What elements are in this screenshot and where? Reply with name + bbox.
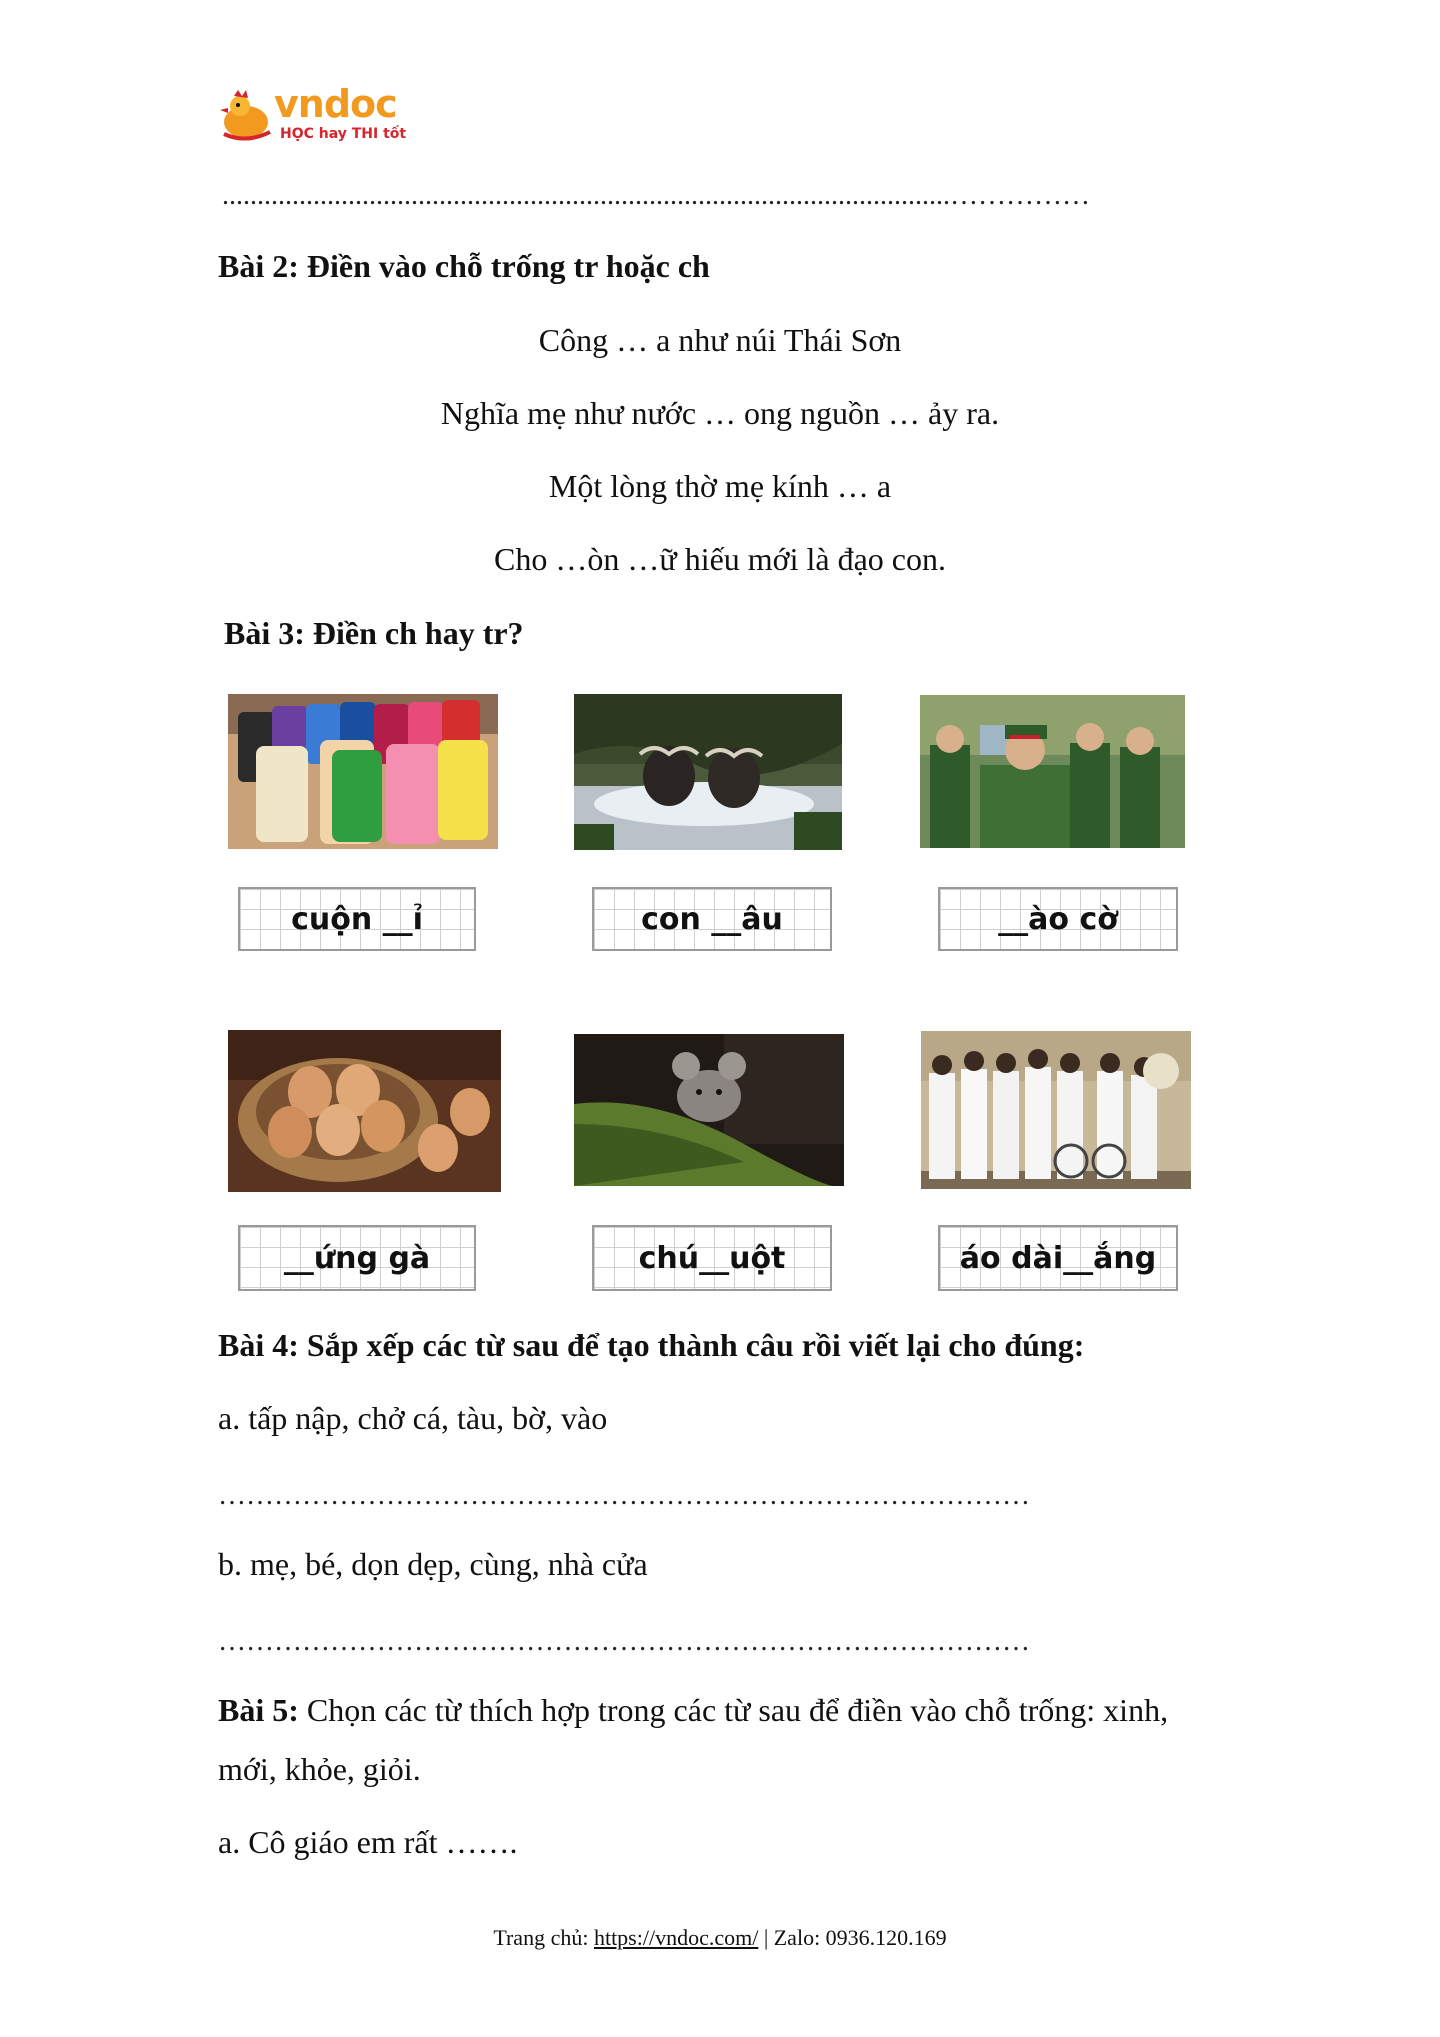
bai2-line-2: Nghĩa mẹ như nước … ong nguồn … ảy ra. [440,395,1000,431]
bai2-line-3: Một lòng thờ mẹ kính … a [548,468,892,504]
bai5-title [218,1690,1168,1730]
bai5-word-list: mới, khỏe, giỏi. [218,1751,421,1787]
bai4-answer-line-a: …………………………………………………………………………… [218,1480,1030,1511]
word-box-ao-dai-trang [938,1225,1178,1291]
bai5-label: Bài 5: [218,1692,299,1728]
bai2-line-1: Công … a như núi Thái Sơn [538,322,902,358]
thread-spools-picture [228,694,498,849]
word-box-chao-co [938,887,1178,951]
word-box-trung-ga [238,1225,476,1291]
vndoc-logo[interactable] [218,84,408,150]
logo-wordmark: vndoc [274,82,397,126]
answer-dotted-line: ........................................................................................................…………… [222,180,1090,211]
footer-prefix: Trang chủ: [493,1925,594,1950]
word-box-label: cuộn __ỉ [291,901,423,937]
word-box-label: chú__uột [638,1240,786,1276]
page-footer [0,1924,1440,1952]
bai4-item-a: a. tấp nập, chở cá, tàu, bờ, vào [218,1400,608,1436]
word-box-cuon-chi [238,887,476,951]
bai4-title: Bài 4: Sắp xếp các từ sau để tạo thành câu rồi viết lại cho đúng: [218,1327,1085,1363]
logo-tagline: HỌC hay THI tốt [280,126,407,142]
bai2-title: Bài 2: Điền vào chỗ trống tr hoặc ch [218,248,710,284]
word-box-label: __ứng gà [283,1240,431,1276]
rooster-mascot-icon [218,88,274,144]
footer-zalo: | Zalo: 0936.120.169 [758,1925,947,1950]
ao-dai-girls-picture [921,1031,1191,1189]
eggs-basket-picture [228,1030,501,1192]
bai4-item-b: b. mẹ, bé, dọn dẹp, cùng, nhà cửa [218,1546,648,1582]
mouse-picture [574,1034,844,1186]
word-box-label: __ào cờ [998,901,1118,937]
word-box-label: con __âu [641,901,783,937]
bai4-answer-line-b: …………………………………………………………………………… [218,1626,1030,1657]
police-salute-picture [920,695,1185,848]
bai2-line-4: Cho …òn …ữ hiếu mới là đạo con. [494,541,946,577]
buffaloes-picture [574,694,842,850]
word-box-chu-chuot [592,1225,832,1291]
word-box-con-trau [592,887,832,951]
bai3-title: Bài 3: Điền ch hay tr? [224,615,524,651]
bai5-instruction: Chọn các từ thích hợp trong các từ sau để điền vào chỗ trống: xinh, [298,1692,1169,1728]
bai5-item-a: a. Cô giáo em rất ……. [218,1824,518,1860]
word-box-label: áo dài__ắng [959,1240,1157,1276]
footer-home-link[interactable]: https://vndoc.com/ [593,1925,759,1950]
